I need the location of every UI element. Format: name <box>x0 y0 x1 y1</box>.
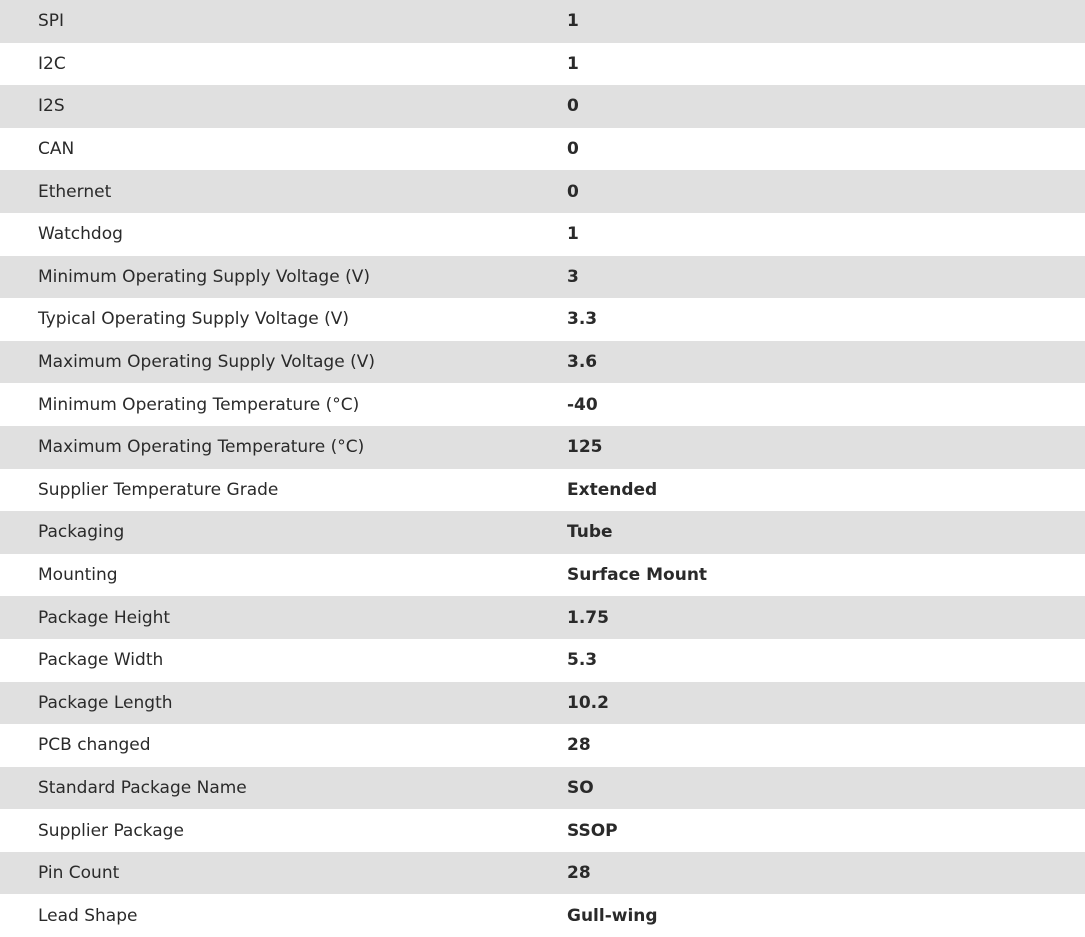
spec-label: Minimum Operating Supply Voltage (V) <box>38 266 370 287</box>
table-row <box>0 383 1085 426</box>
spec-value: 28 <box>567 735 591 756</box>
spec-value: Gull-wing <box>567 905 658 926</box>
spec-label: PCB changed <box>38 735 151 756</box>
table-row <box>0 213 1085 256</box>
table-row <box>0 469 1085 512</box>
spec-value: 3.6 <box>567 352 598 373</box>
spec-value: 0 <box>567 181 579 202</box>
table-row <box>0 596 1085 639</box>
table-row <box>0 85 1085 128</box>
spec-label: Pin Count <box>38 863 120 884</box>
spec-label: Standard Package Name <box>38 777 247 798</box>
spec-value: 1 <box>567 11 579 32</box>
spec-label: Maximum Operating Temperature (°C) <box>38 437 365 458</box>
spec-label: I2C <box>38 53 66 74</box>
spec-label: Supplier Temperature Grade <box>38 479 279 500</box>
table-row <box>0 639 1085 682</box>
spec-value: 3 <box>567 266 579 287</box>
spec-value: SO <box>567 777 594 798</box>
spec-value: 1 <box>567 224 579 245</box>
spec-label: Minimum Operating Temperature (°C) <box>38 394 360 415</box>
spec-label: Watchdog <box>38 224 123 245</box>
spec-value: 0 <box>567 139 579 160</box>
table-row <box>0 298 1085 341</box>
table-row <box>0 809 1085 852</box>
spec-value: 28 <box>567 863 591 884</box>
table-row <box>0 341 1085 384</box>
table-row <box>0 724 1085 767</box>
table-row <box>0 511 1085 554</box>
table-row <box>0 554 1085 597</box>
spec-label: Mounting <box>38 565 118 586</box>
spec-label: Package Length <box>38 692 173 713</box>
spec-label: Package Width <box>38 650 164 671</box>
spec-value: Tube <box>567 522 613 543</box>
table-row <box>0 43 1085 86</box>
spec-value: 5.3 <box>567 650 598 671</box>
table-row <box>0 128 1085 171</box>
spec-value: 0 <box>567 96 579 117</box>
table-row <box>0 852 1085 895</box>
spec-label: Packaging <box>38 522 125 543</box>
spec-value: Extended <box>567 479 658 500</box>
spec-label: Package Height <box>38 607 171 628</box>
table-row <box>0 894 1085 937</box>
table-row <box>0 426 1085 469</box>
table-row <box>0 0 1085 43</box>
table-row <box>0 256 1085 299</box>
spec-label: Ethernet <box>38 181 112 202</box>
spec-value: Surface Mount <box>567 565 708 586</box>
spec-value: 3.3 <box>567 309 598 330</box>
spec-label: CAN <box>38 139 75 160</box>
spec-value: 125 <box>567 437 603 458</box>
table-row <box>0 170 1085 213</box>
table-row <box>0 682 1085 725</box>
spec-value: 1 <box>567 53 579 74</box>
spec-value: -40 <box>567 394 598 415</box>
spec-label: Supplier Package <box>38 820 184 841</box>
spec-value: 1.75 <box>567 607 609 628</box>
spec-label: Typical Operating Supply Voltage (V) <box>38 309 349 330</box>
spec-label: Maximum Operating Supply Voltage (V) <box>38 352 375 373</box>
spec-label: I2S <box>38 96 65 117</box>
table-row <box>0 767 1085 810</box>
spec-label: Lead Shape <box>38 905 138 926</box>
spec-value: 10.2 <box>567 692 609 713</box>
spec-label: SPI <box>38 11 65 32</box>
spec-value: SSOP <box>567 820 618 841</box>
